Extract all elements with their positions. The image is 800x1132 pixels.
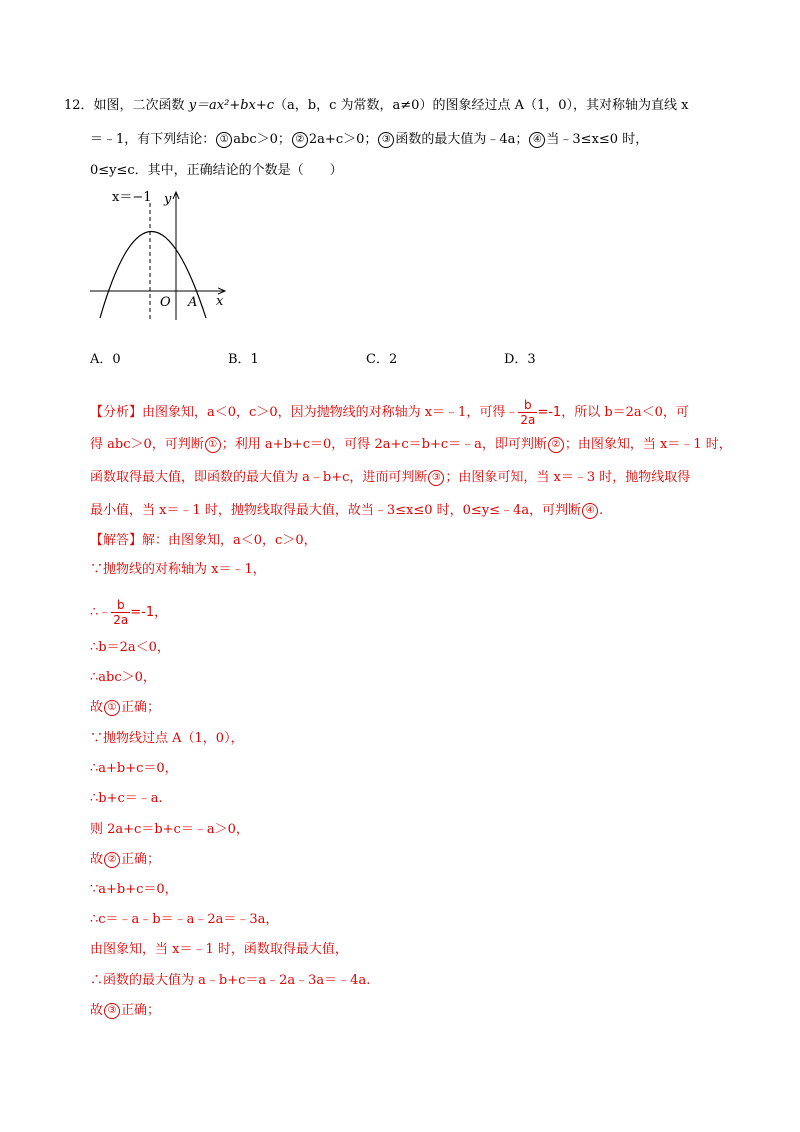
solution-line-9: ∴b+c＝﹣a. (90, 791, 163, 806)
solution-line-12: ∵a+b+c＝0， (90, 882, 178, 897)
analysis-tag: 【分析】 (90, 405, 143, 420)
circled-4: ④ (529, 132, 545, 148)
option-c: C．2 (366, 352, 398, 367)
symmetry-axis-label: x＝−1 (112, 190, 152, 205)
function-formula: y＝ax²+bx+c (188, 98, 275, 113)
solution-line-10: 则 2a+c＝b+c＝﹣a＞0， (90, 822, 249, 837)
fraction: $\frac{b}{2a}$ (520, 398, 536, 427)
solution-line-7: ∵抛物线过点 A（1，0）， (90, 731, 244, 746)
solution-line-6: 故 ① 正确； (90, 700, 161, 715)
x-axis-label: x (216, 294, 224, 309)
solution-line-11: 故 ② 正确； (90, 852, 161, 867)
analysis-line-1: 【分析】由图象知，a＜0，c＞0，因为抛物线的对称轴为 x＝﹣1，可得﹣ $\frac{b}{2a}$ =-1，所以 b＝2a＜0，可 (90, 398, 689, 427)
origin-label: O (160, 295, 171, 310)
solution-line-5: ∴abc＞0， (90, 670, 156, 685)
option-d: D．3 (504, 352, 536, 367)
solution-tag: 【解答】 (90, 533, 143, 548)
solution-line-13: ∴c＝﹣a﹣b＝﹣a﹣2a＝﹣3a， (90, 912, 279, 927)
analysis-line-3: 函数取得最大值，即函数的最大值为 a﹣b+c，进而可判断 ③ ；由图象可知，当 x＝﹣3 时，抛物线取得 (90, 470, 691, 485)
question-line-2: ＝﹣1，有下列结论： ① abc＞0； ② 2a+c＞0； ③ 函数的最大值为﹣4a； ④ 当﹣3≤x≤0 时， (90, 132, 649, 147)
option-a: A．0 (90, 352, 121, 367)
question-line-3: 0≤y≤c．其中，正确结论的个数是（ ） (90, 163, 343, 178)
fraction: $\frac{b}{2a}$ (113, 598, 129, 627)
analysis-line-2: 得 abc＞0，可判断 ① ；利用 a+b+c＝0，可得 2a+c＝b+c＝﹣a，即可判断 ② ；由图象知，当 x＝﹣1 时， (90, 437, 732, 452)
solution-line-16: 故 ③ 正确； (90, 1003, 161, 1018)
solution-line-14: 由图象知，当 x＝﹣1 时，函数取得最大值， (90, 942, 348, 957)
circled-3: ③ (378, 132, 394, 148)
solution-line-2: ∵抛物线的对称轴为 x＝﹣1， (90, 562, 266, 577)
solution-line-15: ∴函数的最大值为 a﹣b+c＝a﹣2a﹣3a＝﹣4a. (90, 973, 371, 988)
circled-2: ② (292, 132, 308, 148)
analysis-line-4: 最小值，当 x＝﹣1 时，抛物线取得最大值，故当﹣3≤x≤0 时，0≤y≤﹣4a，可判断 ④ . (90, 503, 604, 518)
option-b: B．1 (228, 352, 259, 367)
point-a-label: A (188, 295, 198, 310)
parabola-graph (88, 185, 238, 325)
solution-line-4: ∴b＝2a＜0， (90, 640, 170, 655)
question-number: 12． (64, 98, 94, 113)
question-line-1: 12．如图，二次函数 y＝ax²+bx+c（a，b，c 为常数，a≠0）的图象经过点 A（1，0），其对称轴为直线 x (64, 98, 689, 113)
solution-line-1: 【解答】解：由图象知，a＜0，c＞0， (90, 533, 317, 548)
solution-line-8: ∴a+b+c＝0， (90, 761, 178, 776)
solution-line-3: ∴﹣ $\frac{b}{2a}$ =-1， (90, 598, 168, 627)
y-axis-label: y (164, 192, 172, 207)
circled-1: ① (216, 132, 232, 148)
